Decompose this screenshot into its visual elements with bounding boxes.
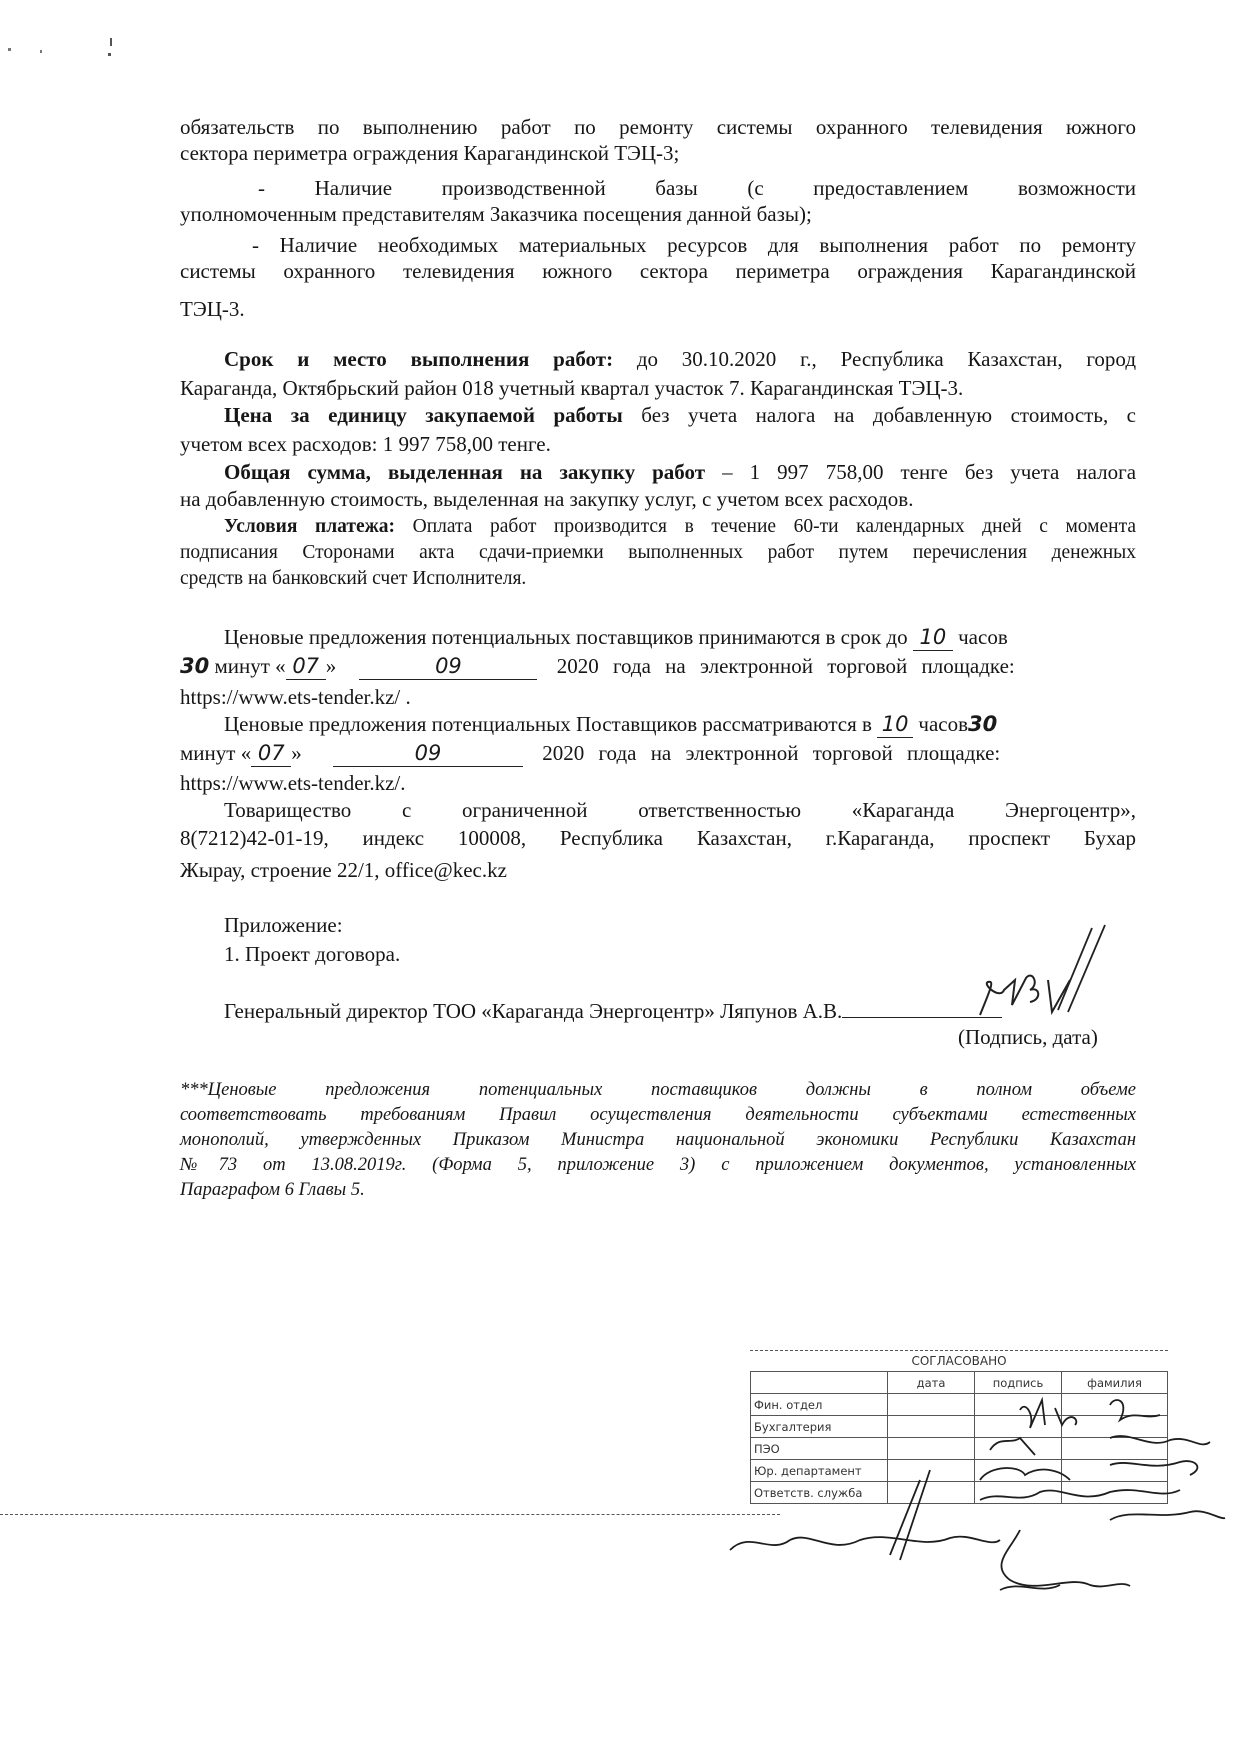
company-line: 8(7212)42-01-19, индекс 100008, Республика Казахстан, г.Караганда, проспект Бухар <box>180 826 1136 850</box>
total-label: Общая сумма, выделенная на закупку работ <box>224 460 706 484</box>
offers-accepted-line <box>180 653 1015 680</box>
body-line: на добавленную стоимость, выделенная на закупку услуг, с учетом всех расходов. <box>180 487 914 511</box>
footnote-line: соответствовать требованиям Правил осуществления деятельности субъектами естественных <box>180 1105 1136 1125</box>
price-label: Цена за единицу закупаемой работы <box>224 403 623 427</box>
offers-text: 2020 года на электронной торговой площадке: <box>542 741 1001 765</box>
handwritten-month: 09 <box>333 740 523 767</box>
director-signature <box>960 920 1130 1020</box>
term-value: до 30.10.2020 г., Республика Казахстан, город <box>636 347 1137 371</box>
price-line <box>224 402 1136 428</box>
stamp-header: фамилия <box>1062 1372 1168 1394</box>
offers-reviewed-line <box>180 740 1000 767</box>
stamp-title: СОГЛАСОВАНО <box>750 1350 1168 1371</box>
company-line: Жырау, строение 22/1, office@kec.kz <box>180 858 507 882</box>
offers-accepted-line <box>224 624 1008 651</box>
handwritten-month: 09 <box>359 653 537 680</box>
dashed-divider <box>0 1514 780 1515</box>
appendix-item: 1. Проект договора. <box>224 942 401 966</box>
body-line: уполномоченным представителям Заказчика посещения данной базы); <box>180 202 812 226</box>
stamp-header: дата <box>888 1372 975 1394</box>
director-line <box>224 997 1002 1024</box>
appendix-title: Приложение: <box>224 913 343 937</box>
body-line: - Наличие необходимых материальных ресурсов для выполнения работ по ремонту <box>252 233 1136 257</box>
company-line: Товарищество с ограниченной ответственностью «Караганда Энергоцентр», <box>224 798 1136 822</box>
handwritten-day: 07 <box>286 653 326 680</box>
offers-text: минут « <box>214 654 286 678</box>
director-name: Генеральный директор ТОО «Караганда Энергоцентр» Ляпунов А.В. <box>224 999 843 1023</box>
offers-text: минут « <box>180 741 252 765</box>
body-line: - Наличие производственной базы (с предоставлением возможности <box>258 176 1136 200</box>
payment-value: Оплата работ производится в течение 60-ти календарных дней с момента <box>412 516 1137 537</box>
body-line: https://www.ets-tender.kz/. <box>180 771 406 795</box>
offers-reviewed-line <box>224 711 997 738</box>
scan-speck <box>40 50 42 53</box>
offers-text: Ценовые предложения потенциальных Поставщиков рассматриваются в <box>224 712 872 736</box>
stamp-row-label: Бухгалтерия <box>751 1416 888 1438</box>
handwritten-minute: 30 <box>180 654 210 678</box>
body-line: средств на банковский счет Исполнителя. <box>180 568 527 589</box>
offers-text: 2020 года на электронной торговой площадке: <box>556 654 1015 678</box>
body-line: Караганда, Октябрьский район 018 учетный квартал участок 7. Карагандинская ТЭЦ-3. <box>180 376 964 400</box>
stamp-row-label: Юр. департамент <box>751 1460 888 1482</box>
payment-label: Условия платежа: <box>224 516 396 537</box>
term-label: Срок и место выполнения работ: <box>224 347 614 371</box>
total-value: – 1 997 758,00 тенге без учета налога <box>722 460 1137 484</box>
scan-speck <box>8 48 11 51</box>
scan-speck <box>108 53 111 56</box>
body-line: сектора периметра ограждения Карагандинской ТЭЦ-3; <box>180 141 680 165</box>
body-line: https://www.ets-tender.kz/ . <box>180 685 411 709</box>
footnote-line: Параграфом 6 Главы 5. <box>180 1180 365 1200</box>
footnote-line: монополий, утвержденных Приказом Министра национальной экономики Республики Казахстан <box>180 1130 1136 1150</box>
stamp-row-label: Фин. отдел <box>751 1394 888 1416</box>
handwritten-minute: 30 <box>968 712 998 736</box>
handwritten-hour: 10 <box>877 711 913 738</box>
body-line: подписания Сторонами акта сдачи-приемки выполненных работ путем перечисления денежных <box>180 542 1136 563</box>
term-line <box>224 346 1136 372</box>
offers-text: часов <box>958 625 1008 649</box>
handwritten-hour: 10 <box>913 624 953 651</box>
body-line: учетом всех расходов: 1 997 758,00 тенге. <box>180 432 551 456</box>
signature-caption: (Подпись, дата) <box>958 1025 1098 1049</box>
offers-text: часов <box>918 712 969 736</box>
stamp-row-label: ПЭО <box>751 1438 888 1460</box>
body-line: обязательств по выполнению работ по ремонту системы охранного телевидения южного <box>180 115 1136 139</box>
offers-text: » <box>291 741 302 765</box>
footnote-line: №73 от 13.08.2019г. (Форма 5, приложение 3) с приложением документов, установленных <box>180 1155 1136 1175</box>
price-value: без учета налога на добавленную стоимость, с <box>641 403 1136 427</box>
approval-signatures <box>690 1380 1230 1610</box>
offers-text: Ценовые предложения потенциальных поставщиков принимаются в срок до <box>224 625 908 649</box>
scan-speck <box>110 38 112 46</box>
stamp-row-label: Ответств. служба <box>751 1482 888 1504</box>
handwritten-day: 07 <box>251 740 291 767</box>
body-line: ТЭЦ-3. <box>180 297 245 321</box>
stamp-header: подпись <box>975 1372 1062 1394</box>
footnote-line: ***Ценовые предложения потенциальных поставщиков должны в полном объеме <box>180 1080 1136 1100</box>
total-line <box>224 459 1136 485</box>
body-line: системы охранного телевидения южного сектора периметра ограждения Карагандинской <box>180 259 1136 283</box>
payment-line <box>224 514 1136 540</box>
offers-text: » <box>325 654 337 678</box>
